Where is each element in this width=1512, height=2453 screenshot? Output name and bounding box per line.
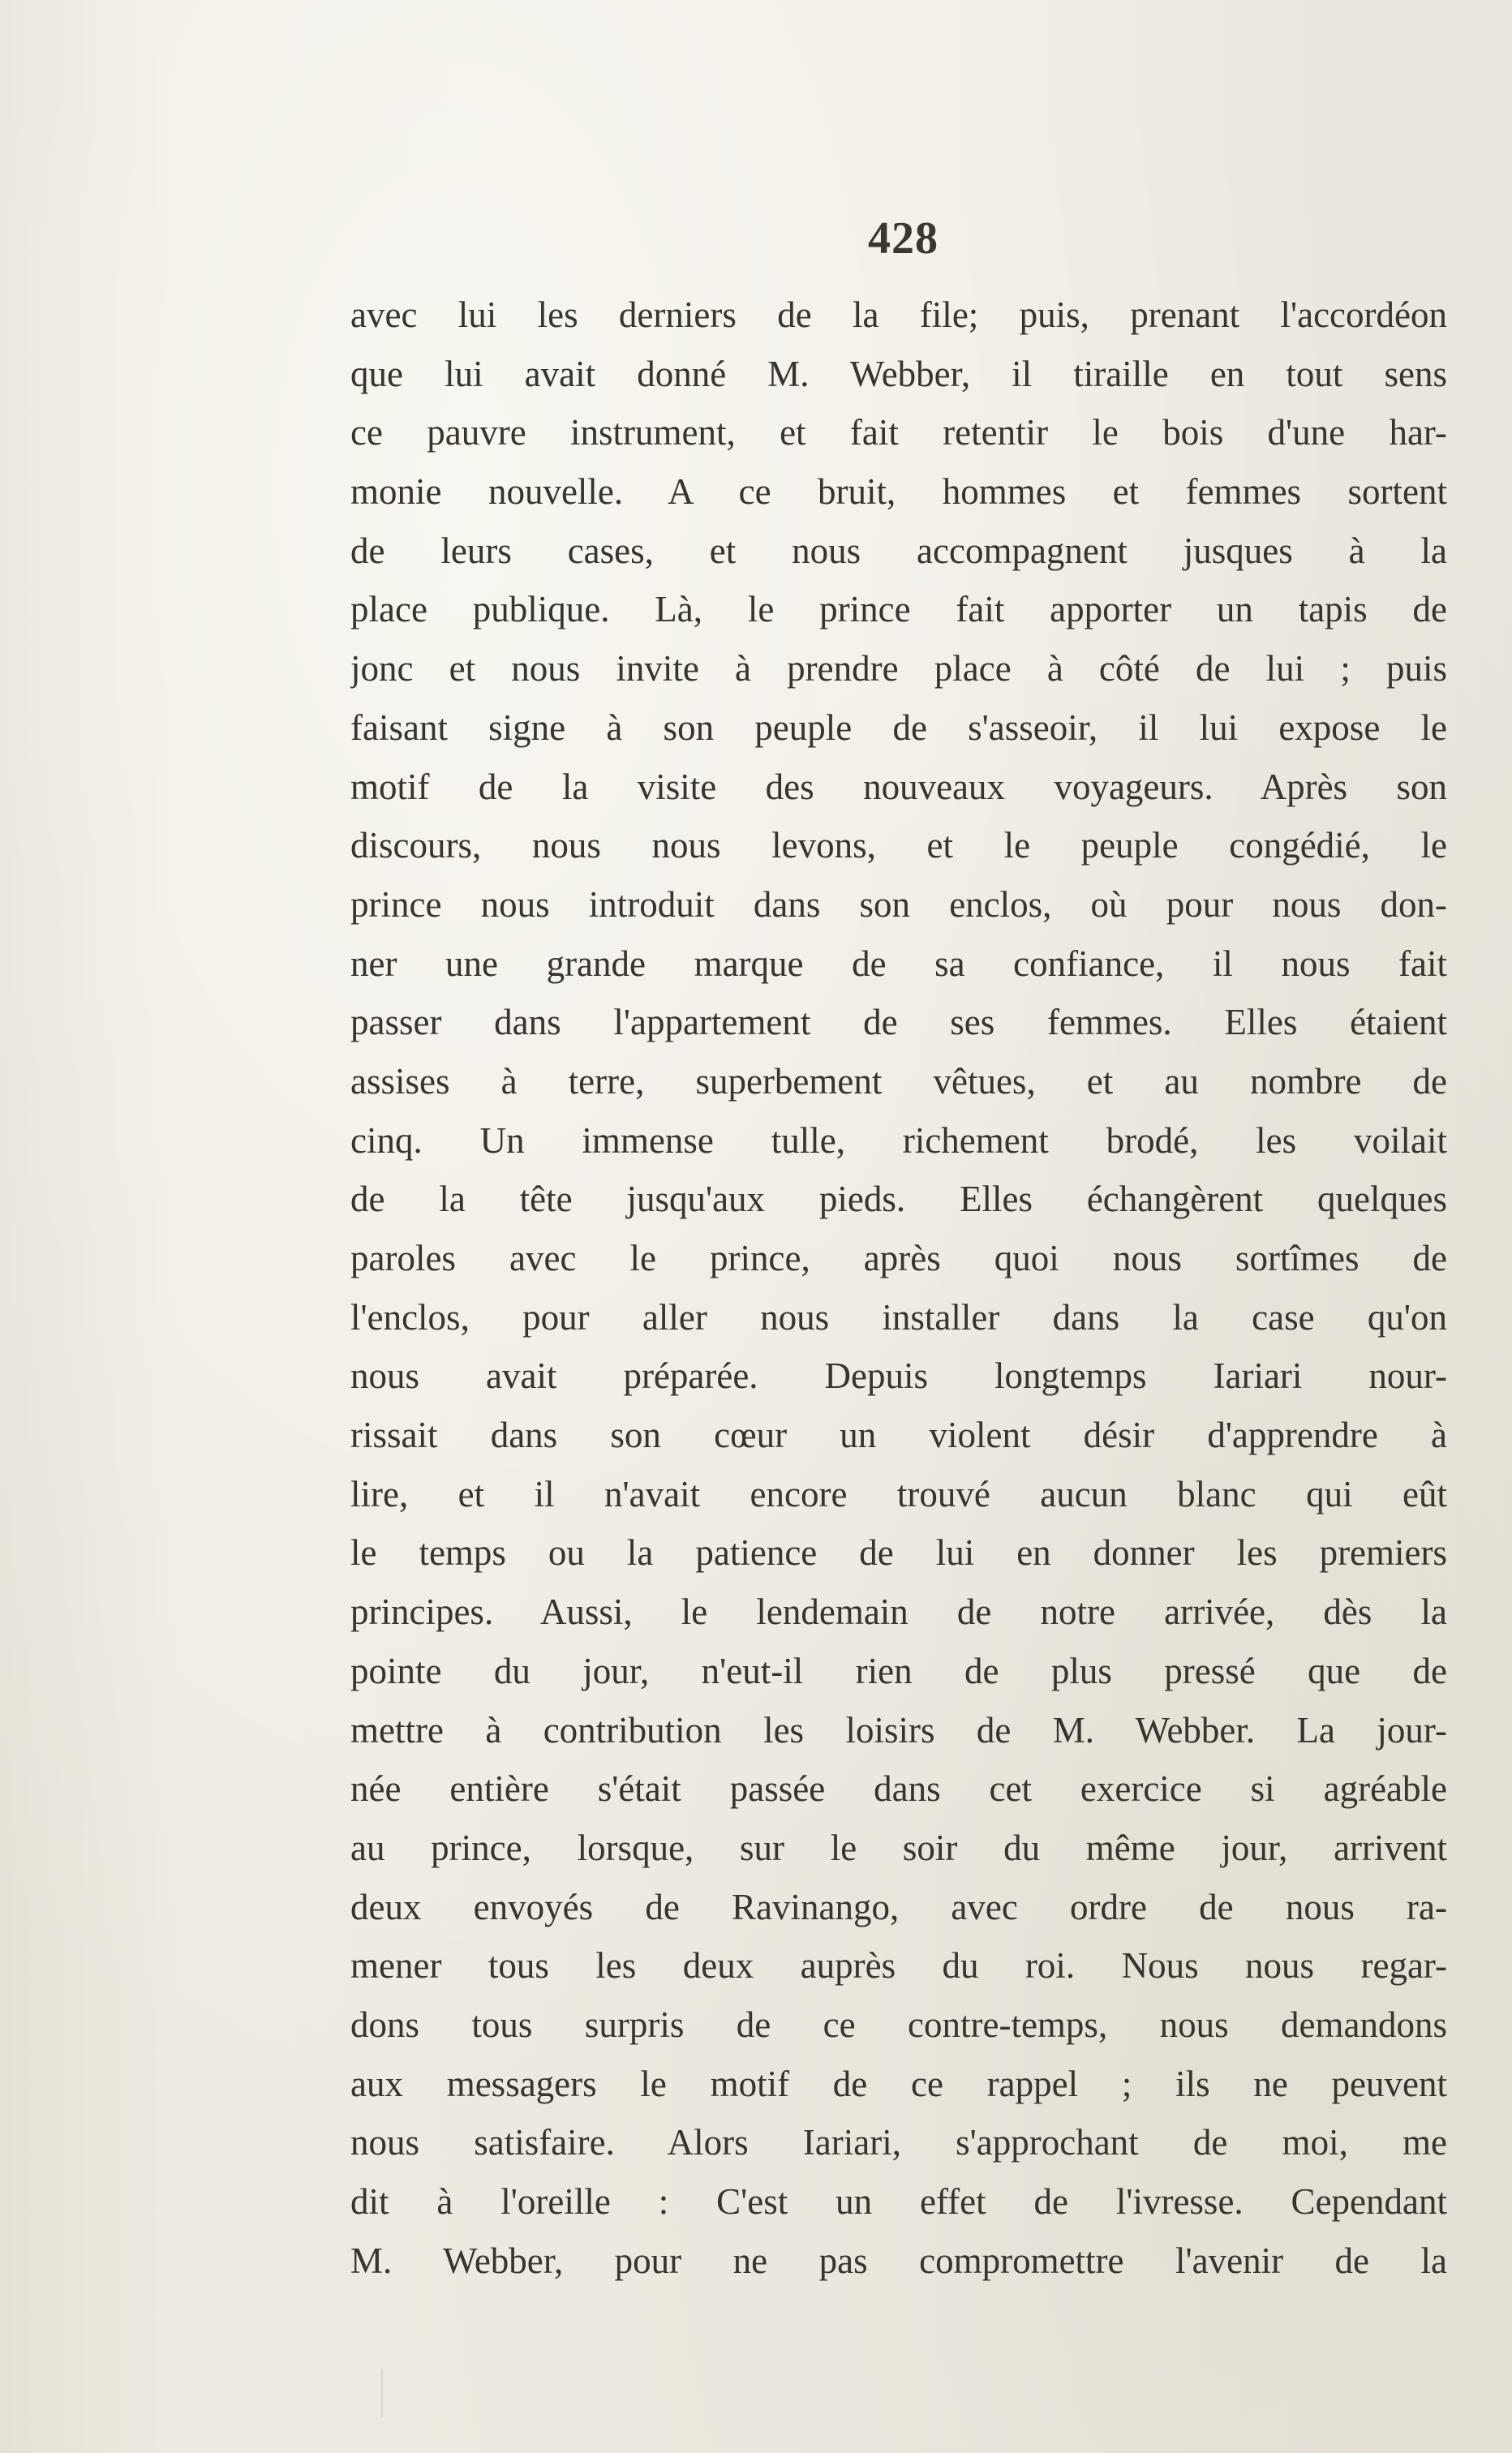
text-line: passer dans l'appartement de ses femmes. Elles étaient [350, 1002, 1447, 1043]
text-line: avec lui les derniers de la file; puis, prenant l'accordéon [350, 294, 1447, 335]
body-text [350, 286, 1447, 2290]
text-line: de la tête jusqu'aux pieds. Elles échangèrent quelques [350, 1179, 1447, 1220]
text-line: place publique. Là, le prince fait apporter un tapis de [350, 589, 1447, 630]
text-line: le temps ou la patience de lui en donner les premiers [350, 1532, 1447, 1574]
text-line: ce pauvre instrument, et fait retentir le bois d'une har- [350, 412, 1447, 453]
page-number: 428 [868, 213, 939, 264]
text-line: née entière s'était passée dans cet exercice si agréable [350, 1768, 1447, 1810]
text-line: motif de la visite des nouveaux voyageurs. Après son [350, 766, 1447, 807]
text-line: que lui avait donné M. Webber, il tiraille en tout sens [350, 353, 1447, 394]
text-line: dit à l'oreille : C'est un effet de l'ivresse. Cependant [350, 2181, 1447, 2222]
text-line: monie nouvelle. A ce bruit, hommes et femmes sortent [350, 471, 1447, 513]
text-line: mener tous les deux auprès du roi. Nous nous regar- [350, 1945, 1447, 1987]
text-line: de leurs cases, et nous accompagnent jusques à la [350, 530, 1447, 571]
text-line: lire, et il n'avait encore trouvé aucun blanc qui eût [350, 1473, 1447, 1514]
text-line: mettre à contribution les loisirs de M. Webber. La jour- [350, 1709, 1447, 1751]
text-line: jonc et nous invite à prendre place à côté de lui ; puis [350, 648, 1447, 690]
text-line: assises à terre, superbement vêtues, et au nombre de [350, 1060, 1447, 1102]
text-line: dons tous surpris de ce contre-temps, nous demandons [350, 2004, 1447, 2045]
text-line: nous satisfaire. Alors Iariari, s'approchant de moi, me [350, 2122, 1447, 2163]
text-line: prince nous introduit dans son enclos, où pour nous don- [350, 883, 1447, 925]
text-line: principes. Aussi, le lendemain de notre arrivée, dès la [350, 1592, 1447, 1633]
text-line: cinq. Un immense tulle, richement brodé, les voilait [350, 1119, 1447, 1161]
text-line: nous avait préparée. Depuis longtemps Iariari nour- [350, 1355, 1447, 1397]
text-line: discours, nous nous levons, et le peuple congédié, le [350, 825, 1447, 866]
paper-mark [381, 2369, 383, 2417]
text-line: paroles avec le prince, après quoi nous sortîmes de [350, 1238, 1447, 1278]
text-line: faisant signe à son peuple de s'asseoir, il lui expose le [350, 707, 1447, 748]
text-line: aux messagers le motif de ce rappel ; ils ne peuvent [350, 2063, 1447, 2104]
text-line: deux envoyés de Ravinango, avec ordre de nous ra- [350, 1886, 1447, 1927]
text-line: ner une grande marque de sa confiance, il nous fait [350, 943, 1447, 984]
text-line: pointe du jour, n'eut-il rien de plus pressé que de [350, 1650, 1447, 1691]
text-line: M. Webber, pour ne pas compromettre l'avenir de la [350, 2240, 1447, 2281]
text-line: l'enclos, pour aller nous installer dans la case qu'on [350, 1296, 1447, 1338]
text-line: au prince, lorsque, sur le soir du même jour, arrivent [350, 1827, 1447, 1868]
text-line: rissait dans son cœur un violent désir d'apprendre à [350, 1415, 1447, 1456]
